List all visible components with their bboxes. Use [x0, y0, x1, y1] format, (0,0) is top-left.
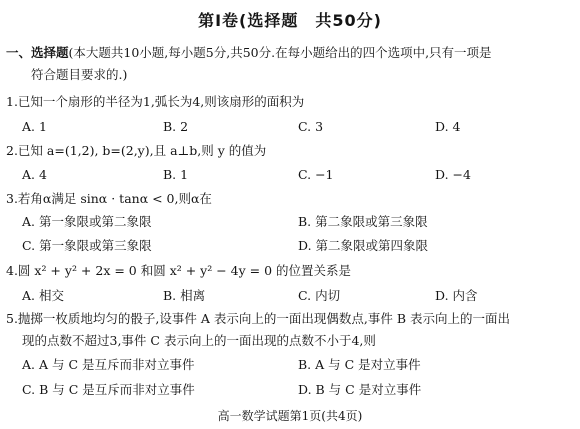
question-4-option-d: D. 内含 — [435, 288, 478, 303]
question-1-stem: 1.已知一个扇形的半径为1,弧长为4,则该扇形的面积为 — [6, 94, 305, 109]
section-heading: 一、选择题 — [6, 45, 69, 60]
section-instruction-text: (本大题共10小题,每小题5分,共50分.在每小题给出的四个选项中,只有一项是 — [68, 45, 492, 60]
question-5-option-c: C. B 与 C 是互斥而非对立事件 — [22, 382, 195, 397]
question-2-option-c: C. −1 — [298, 167, 334, 182]
question-5-option-b: B. A 与 C 是对立事件 — [298, 357, 421, 372]
question-4-option-b: B. 相离 — [163, 288, 206, 303]
question-2-stem: 2.已知 a=(1,2), b=(2,y),且 a⊥b,则 y 的值为 — [6, 143, 267, 158]
question-1-option-b: B. 2 — [163, 119, 189, 134]
question-3-option-c: C. 第一象限或第三象限 — [22, 238, 152, 253]
question-5-stem-line1: 5.抛掷一枚质地均匀的骰子,设事件 A 表示向上的一面出现偶数点,事件 B 表示向上的一面出 — [6, 311, 510, 326]
section-instruction-line1 — [6, 44, 492, 62]
question-2-option-a: A. 4 — [22, 167, 47, 182]
question-5-option-a: A. A 与 C 是互斥而非对立事件 — [22, 357, 195, 372]
question-4-stem: 4.圆 x² + y² + 2x = 0 和圆 x² + y² − 4y = 0 的位置关系是 — [6, 263, 352, 278]
page-footer: 高一数学试题第1页(共4页) — [217, 409, 363, 423]
section-instruction-line2: 符合题目要求的.) — [31, 67, 128, 82]
question-3-option-a: A. 第一象限或第二象限 — [22, 214, 152, 229]
question-1-option-a: A. 1 — [22, 119, 47, 134]
question-3-option-d: D. 第二象限或第四象限 — [298, 238, 429, 253]
question-1-option-c: C. 3 — [298, 119, 324, 134]
page-title: 第Ⅰ卷(选择题 共50分) — [198, 11, 382, 30]
question-3-option-b: B. 第二象限或第三象限 — [298, 214, 428, 229]
question-3-stem: 3.若角α满足 sinα · tanα < 0,则α在 — [6, 191, 212, 206]
question-4-option-c: C. 内切 — [298, 288, 341, 303]
question-1-option-d: D. 4 — [435, 119, 461, 134]
question-2-option-d: D. −4 — [435, 167, 471, 182]
question-5-option-d: D. B 与 C 是对立事件 — [298, 382, 422, 397]
question-2-option-b: B. 1 — [163, 167, 189, 182]
question-4-option-a: A. 相交 — [22, 288, 64, 303]
question-5-stem-line2: 现的点数不超过3,事件 C 表示向上的一面出现的点数不小于4,则 — [22, 333, 376, 348]
